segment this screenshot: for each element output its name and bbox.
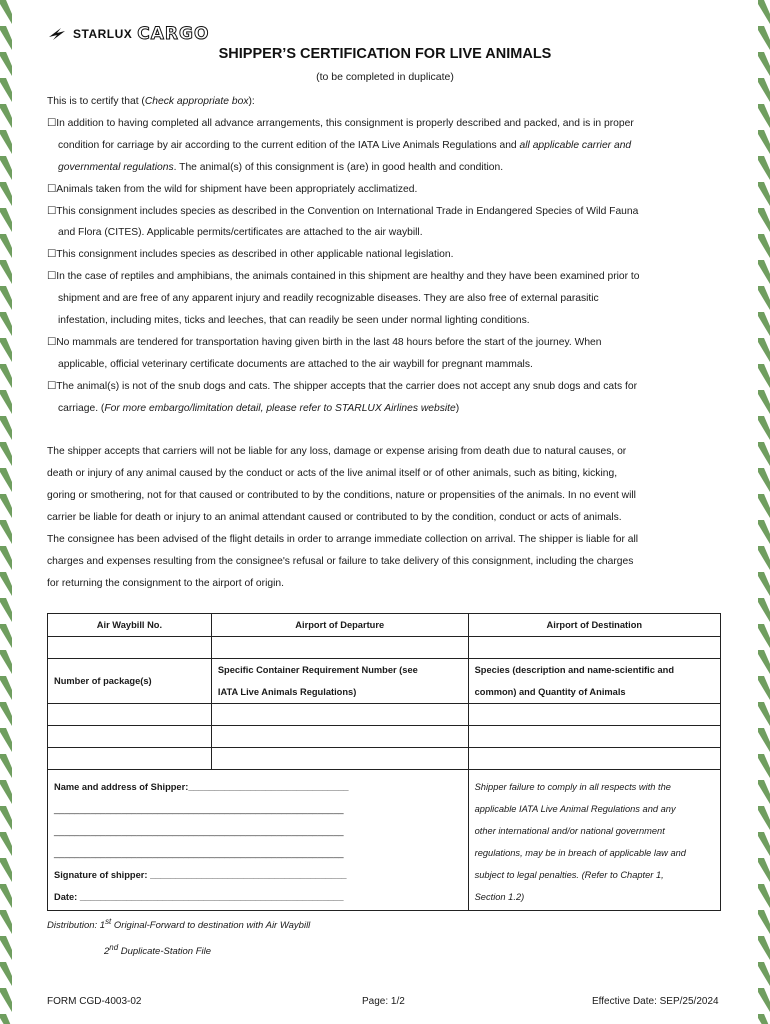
col-airport-departure: Airport of Departure	[211, 614, 468, 637]
air-waybill-field[interactable]	[48, 637, 212, 659]
checkbox-item-4[interactable]: ☐This consignment includes species as described in other applicable national legislation.	[47, 249, 454, 261]
brand-sub: CARGO	[137, 24, 210, 44]
shipper-info-cell[interactable]	[48, 770, 469, 911]
packages-label: Number of package(s)	[48, 659, 212, 704]
signature-field[interactable]: Signature of shipper: ______________________________________	[54, 870, 347, 880]
species-field-2[interactable]	[468, 726, 720, 748]
address-line-2[interactable]: ________________________________________________________	[54, 826, 344, 836]
checkbox-item-5[interactable]: ☐In the case of reptiles and amphibians, the animals contained in this shipment are healthy and they have been examined prior to	[47, 271, 640, 283]
shipper-name-field[interactable]: Name and address of Shipper:_______________________________	[54, 782, 349, 792]
effective-date: Effective Date: SEP/25/2024	[592, 996, 719, 1007]
liability-paragraph: The shipper accepts that carriers will not be liable for any loss, damage or expense arising from death due to natural causes, or death or injury of any animal caused by the conduct or acts of the live animal itself or of other animals, such as biting, kicking, goring or smothering, not for that caused or contributed to by the conditions, nature or propensities of the animals. In no event will carrier be liable for death or injury to an animal attendant caused or contributed to by the condition, conduct or acts of animals. The consignee has been advised of the flight details in order to arrange immediate collection on arrival. The shipper is liable for all charges and expenses resulting from the consignee's refusal or failure to take delivery of this consignment, including the charges for returning the consignment to the airport of origin.	[47, 446, 639, 589]
checkbox-item-7[interactable]: ☐The animal(s) is not of the snub dogs and cats. The shipper accepts that the carrier does not accept any snub dogs and cats for	[47, 380, 638, 392]
address-line-3[interactable]: ________________________________________________________	[54, 848, 344, 858]
col-airport-destination: Airport of Destination	[468, 614, 720, 637]
container-field-1[interactable]	[211, 704, 468, 726]
destination-field[interactable]	[468, 637, 720, 659]
distribution-note: Distribution: 1st Original-Forward to destination with Air Waybill 2nd Duplicate-Station File	[47, 917, 311, 958]
species-field-1[interactable]	[468, 704, 720, 726]
checkbox-item-1[interactable]: ☐In addition to having completed all advance arrangements, this consignment is properly described and packed, and is in proper	[47, 117, 634, 129]
shipment-table	[47, 613, 721, 911]
intro-line: This is to certify that (Check appropriate box):	[47, 96, 255, 107]
starlux-logo-icon	[47, 24, 67, 44]
compliance-warning: Shipper failure to comply in all respects with the applicable IATA Live Animal Regulations and any other international and/or national government regulations, may be in breach of applicable law and subject to legal penalties. (Refer to Chapter 1, Section 1.2)	[468, 770, 720, 911]
page-title: SHIPPER’S CERTIFICATION FOR LIVE ANIMALS	[218, 46, 552, 62]
form-number: FORM CGD-4003-02	[47, 996, 142, 1007]
certification-body: This is to certify that (Check appropriate box): ☐In addition to having completed all advance arrangements, this consignment is properly described and packed, and is in proper condition for carriage by air according to the current edition of the IATA Live Animals Regulations and all applicable carrier and governmental regulations. The animal(s) of this consignment is (are) in good health and condition. ☐Animals taken from the wild for shipment have been appropriately acclimatized. ☐This consignment includes species as described in the Convention on International Trade in Endangered Species of Wild Fauna and Flora (CITES). Applicable permits/certificates are attached to the air waybill. ☐This consignment includes species as described in other applicable national legislation. ☐In the case of reptiles and amphibians, the animals contained in this shipment are healthy and they have been examined prior to shipment and are free of any apparent injury and readily recognizable diseases. They are also free of external parasitic infestation, including mites, ticks and leeches, that can readily be seen under normal lighting conditions. ☐No mammals are tendered for transportation having given birth in the last 48 hours before the start of the journey. When applicable, official veterinary certificate documents are attached to the air waybill for pregnant mammals. ☐The animal(s) is not of the snub dogs and cats. The shipper accepts that the carrier does not accept any snub dogs and cats for carriage. (For more embargo/limitation detail, please refer to STARLUX Airlines website) The shipper accepts that carriers will not be liable for any loss, damage or expense arising from death due to natural causes, or death or injury of any animal caused by the conduct or acts of the live animal itself or of other animals, such as biting, kicking, goring or smothering, not for that caused or contributed to by the conditions, nature or propensities of the animals. In no event will carrier be liable for death or injury to an animal attendant caused or contributed to by the condition, conduct or acts of animals. The consignee has been advised of the flight details in order to arrange immediate collection on arrival. The shipper is liable for all charges and expenses resulting from the consignee's refusal or failure to take delivery of this consignment, including the charges for returning the consignment to the airport of origin.	[47, 91, 727, 595]
packages-field-2[interactable]	[48, 726, 212, 748]
right-stripe-border	[758, 0, 770, 1024]
container-field-3[interactable]	[211, 748, 468, 770]
packages-field-1[interactable]	[48, 704, 212, 726]
departure-field[interactable]	[211, 637, 468, 659]
brand-name: STARLUX	[73, 27, 133, 41]
species-label: Species (description and name-scientific and common) and Quantity of Animals	[468, 659, 720, 704]
species-field-3[interactable]	[468, 748, 720, 770]
packages-field-3[interactable]	[48, 748, 212, 770]
col-air-waybill: Air Waybill No.	[48, 614, 212, 637]
checkbox-item-2[interactable]: ☐Animals taken from the wild for shipment have been appropriately acclimatized.	[47, 183, 418, 195]
page-subtitle: (to be completed in duplicate)	[316, 71, 454, 83]
starlux-cargo-logo	[47, 22, 209, 46]
container-req-label: Specific Container Requirement Number (see IATA Live Animals Regulations)	[211, 659, 468, 704]
checkbox-item-3[interactable]: ☐This consignment includes species as described in the Convention on International Trade in Endangered Species of Wild Fauna	[47, 205, 639, 217]
address-line-1[interactable]: ________________________________________________________	[54, 804, 344, 814]
page-number: Page: 1/2	[362, 996, 405, 1007]
container-field-2[interactable]	[211, 726, 468, 748]
left-stripe-border	[0, 0, 12, 1024]
checkbox-item-6[interactable]: ☐No mammals are tendered for transportation having given birth in the last 48 hours before the start of the journey. When	[47, 336, 602, 348]
date-field[interactable]: Date: ___________________________________________________	[54, 892, 344, 902]
